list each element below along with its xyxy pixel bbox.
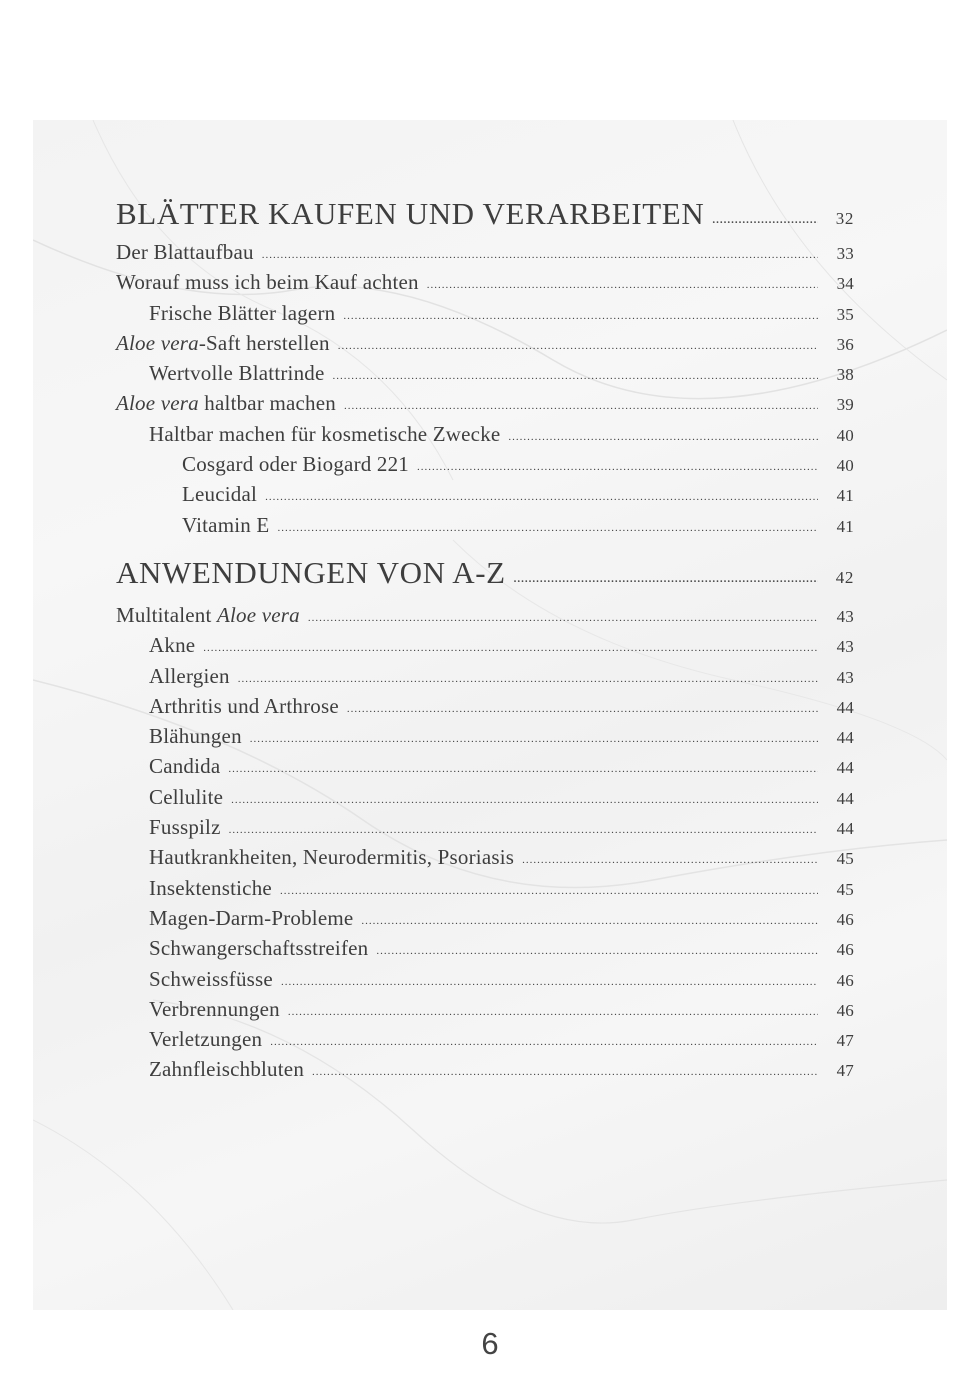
toc-entry[interactable]	[116, 482, 854, 512]
section-title: BLÄTTER KAUFEN UND VERARBEITEN	[116, 196, 705, 231]
entry-label: Blähungen	[149, 724, 242, 749]
page-ref: 47	[836, 1031, 854, 1051]
dot-leader	[427, 279, 818, 291]
toc-entry[interactable]	[116, 301, 854, 331]
toc-entry[interactable]	[116, 694, 854, 724]
page-number: 6	[481, 1326, 499, 1361]
toc-entry[interactable]	[116, 603, 854, 633]
entry-label: Insektenstiche	[149, 875, 272, 900]
entry-label: Aloe vera-Saft herstellen	[116, 330, 330, 355]
dot-leader	[343, 310, 818, 322]
toc-entry[interactable]	[116, 1057, 854, 1087]
dot-leader	[376, 945, 818, 957]
toc-entry[interactable]	[116, 936, 854, 966]
dot-leader	[333, 370, 818, 382]
entry-label: Haltbar machen für kosmetische Zwecke	[149, 421, 501, 446]
page-ref: 43	[836, 606, 854, 626]
entry-label: Cosgard oder Biogard 221	[182, 452, 410, 477]
entry-label: Fusspilz	[149, 815, 221, 840]
page-ref: 44	[836, 728, 854, 748]
entry-label: Leucidal	[182, 482, 258, 507]
toc-entry[interactable]	[116, 845, 854, 875]
page-ref: 45	[836, 879, 854, 899]
entry-label: Allergien	[149, 663, 230, 688]
section-title: ANWENDUNGEN VON A-Z	[116, 554, 506, 590]
dot-leader	[347, 703, 818, 715]
dot-leader	[522, 854, 818, 866]
dot-leader	[238, 673, 818, 685]
toc-entry[interactable]	[116, 270, 854, 300]
page-ref: 42	[835, 567, 854, 587]
dot-leader	[265, 491, 818, 503]
dot-leader	[361, 915, 818, 927]
page-ref: 46	[836, 909, 854, 929]
dot-leader	[308, 612, 818, 624]
page-ref: 46	[836, 970, 854, 990]
entry-label: Worauf muss ich beim Kauf achten	[116, 270, 419, 295]
dot-leader	[344, 400, 818, 412]
entry-label: Multitalent Aloe vera	[116, 602, 300, 627]
entry-label: Schwangerschaftsstreifen	[149, 936, 369, 961]
entry-label: Cellulite	[149, 784, 224, 809]
entry-label: Akne	[149, 633, 196, 658]
page-ref: 35	[836, 304, 854, 324]
dot-leader	[203, 642, 818, 654]
dot-leader	[280, 885, 818, 897]
entry-label: Zahnfleischbluten	[149, 1057, 305, 1082]
entry-label: Hautkrankheiten, Neurodermitis, Psoriasis	[149, 845, 515, 870]
entry-label: Vitamin E	[182, 512, 270, 537]
toc-entry[interactable]	[116, 664, 854, 694]
page-ref: 38	[836, 365, 854, 385]
toc-entry[interactable]	[116, 815, 854, 845]
toc-entry[interactable]	[116, 331, 854, 361]
entry-label: Magen-Darm-Probleme	[149, 905, 354, 930]
dot-leader	[228, 763, 818, 775]
toc-entry[interactable]	[116, 240, 854, 270]
dot-leader	[229, 824, 818, 836]
dot-leader	[312, 1066, 818, 1078]
toc-entry[interactable]	[116, 422, 854, 452]
entry-label: Frische Blätter lagern	[149, 300, 336, 325]
dot-leader	[508, 431, 818, 443]
entry-label: Schweissfüsse	[149, 966, 273, 991]
dot-leader	[288, 1006, 818, 1018]
page-ref: 45	[836, 849, 854, 869]
entry-label: Arthritis und Arthrose	[149, 693, 339, 718]
toc-entry[interactable]	[116, 513, 854, 543]
page-ref: 39	[836, 395, 854, 415]
dot-leader	[417, 461, 818, 473]
dot-leader	[250, 733, 818, 745]
page-ref: 34	[836, 274, 854, 294]
toc-entry[interactable]	[116, 997, 854, 1027]
page-ref: 46	[836, 1000, 854, 1020]
page-ref: 32	[835, 209, 854, 228]
dot-leader	[231, 794, 818, 806]
toc-entry[interactable]	[116, 876, 854, 906]
page-ref: 41	[836, 516, 854, 536]
page-ref: 41	[836, 486, 854, 506]
toc-entry[interactable]	[116, 967, 854, 997]
dot-leader	[262, 249, 818, 261]
page-ref: 44	[836, 697, 854, 717]
entry-label: Verbrennungen	[149, 996, 280, 1021]
toc-entry[interactable]	[116, 754, 854, 784]
page-ref: 47	[836, 1061, 854, 1081]
toc-entry[interactable]	[116, 361, 854, 391]
page-ref: 40	[836, 456, 854, 476]
page-ref: 44	[836, 788, 854, 808]
toc-entry[interactable]	[116, 906, 854, 936]
page-ref: 44	[836, 819, 854, 839]
page-ref: 46	[836, 940, 854, 960]
entry-label: Verletzungen	[149, 1027, 263, 1052]
dot-leader	[277, 522, 818, 534]
section-heading[interactable]	[116, 555, 854, 603]
toc-entry[interactable]	[116, 785, 854, 815]
page-ref: 44	[836, 758, 854, 778]
toc-entry[interactable]	[116, 724, 854, 754]
toc-entry[interactable]	[116, 391, 854, 421]
table-of-contents	[116, 196, 854, 1088]
entry-label: Wertvolle Blattrinde	[149, 361, 325, 386]
dot-leader	[712, 214, 818, 226]
toc-entry[interactable]	[116, 452, 854, 482]
page-ref: 40	[836, 425, 854, 445]
dot-leader	[281, 976, 818, 988]
page-ref: 43	[836, 667, 854, 687]
entry-label: Aloe vera haltbar machen	[116, 391, 336, 416]
toc-entry[interactable]	[116, 633, 854, 663]
section-heading[interactable]	[116, 196, 854, 240]
page-ref: 36	[836, 334, 854, 354]
dot-leader	[338, 340, 818, 352]
page-ref: 43	[836, 637, 854, 657]
entry-label: Candida	[149, 754, 221, 779]
toc-entry[interactable]	[116, 1027, 854, 1057]
entry-label: Der Blattaufbau	[116, 240, 254, 264]
dot-leader	[270, 1036, 818, 1048]
page-ref: 33	[836, 244, 854, 263]
dot-leader	[514, 573, 818, 585]
